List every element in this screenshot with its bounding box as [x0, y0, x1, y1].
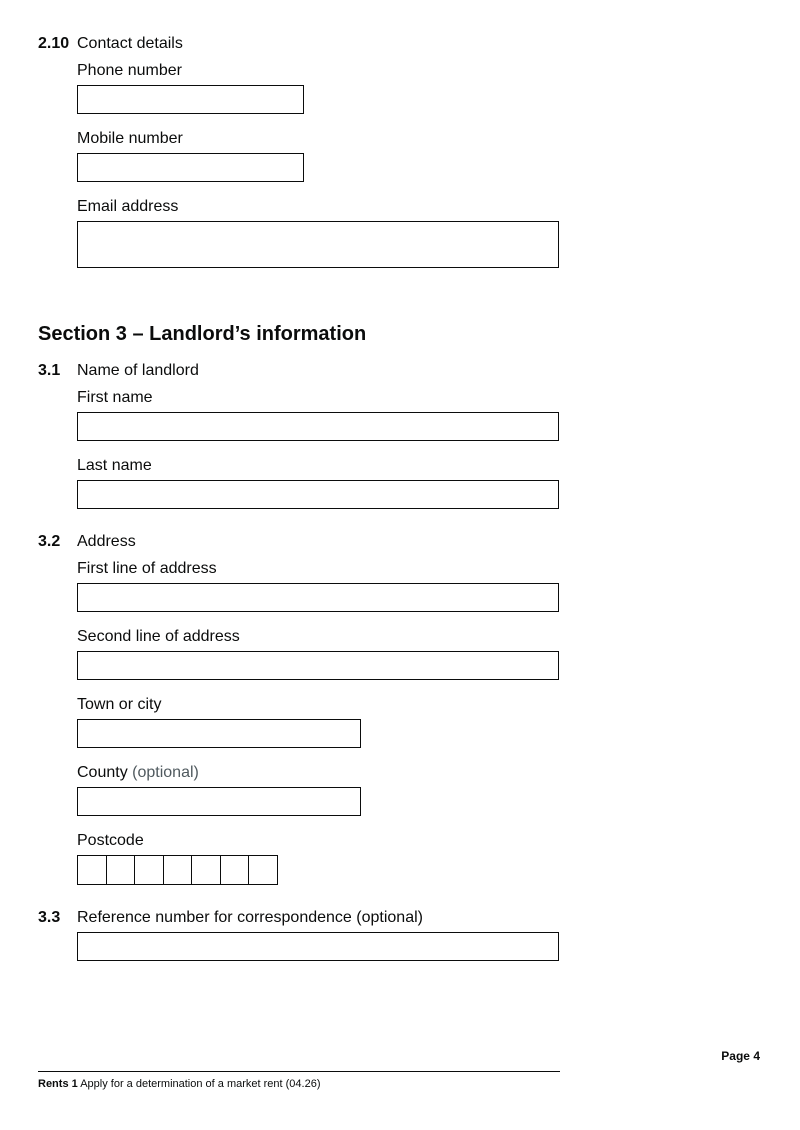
email-address-input[interactable]	[77, 221, 559, 268]
question-number: 3.2	[38, 533, 61, 550]
question-title: Address	[77, 533, 136, 550]
address-line1-label: First line of address	[77, 560, 217, 577]
county-input[interactable]	[77, 787, 361, 816]
mobile-number-label: Mobile number	[77, 130, 183, 147]
footer	[38, 1071, 560, 1091]
postcode-cell[interactable]	[134, 855, 164, 885]
postcode-boxes[interactable]	[77, 855, 560, 885]
question-number: 3.1	[38, 362, 61, 379]
phone-number-label: Phone number	[77, 62, 182, 79]
town-or-city-input[interactable]	[77, 719, 361, 748]
address-line1-input[interactable]	[77, 583, 559, 612]
mobile-number-input[interactable]	[77, 153, 304, 182]
last-name-label: Last name	[77, 457, 152, 474]
question-number: 2.10	[38, 35, 70, 52]
town-or-city-field-group	[77, 695, 560, 748]
section-3-heading: Section 3 – Landlord’s information	[38, 323, 367, 345]
address-line1-field-group	[77, 559, 560, 612]
last-name-field-group	[77, 456, 560, 509]
email-address-field-group	[77, 197, 560, 268]
county-label	[77, 763, 560, 782]
first-name-label: First name	[77, 389, 153, 406]
postcode-cell[interactable]	[77, 855, 107, 885]
county-field-group	[77, 763, 560, 816]
footer-form-title: Apply for a determination of a market rent (04.26)	[77, 1078, 321, 1090]
postcode-field-group	[77, 831, 560, 885]
reference-number-input[interactable]	[77, 932, 559, 961]
page-number: Page 4	[721, 1049, 760, 1063]
form-page-content	[38, 34, 560, 984]
county-label-text: County	[77, 764, 128, 781]
postcode-label: Postcode	[77, 832, 144, 849]
postcode-cell[interactable]	[106, 855, 136, 885]
question-number: 3.3	[38, 909, 61, 926]
address-line2-label: Second line of address	[77, 628, 240, 645]
question-title: Reference number for correspondence (optional)	[77, 909, 423, 926]
postcode-cell[interactable]	[163, 855, 193, 885]
question-3-2	[38, 532, 560, 885]
reference-number-field-group	[77, 932, 560, 961]
postcode-cell[interactable]	[248, 855, 278, 885]
last-name-input[interactable]	[77, 480, 559, 509]
phone-number-input[interactable]	[77, 85, 304, 114]
footer-form-id: Rents 1	[38, 1078, 78, 1090]
email-address-label: Email address	[77, 198, 179, 215]
address-line2-input[interactable]	[77, 651, 559, 680]
town-or-city-label: Town or city	[77, 696, 162, 713]
first-name-field-group	[77, 388, 560, 441]
question-3-3	[38, 908, 560, 961]
postcode-cell[interactable]	[220, 855, 250, 885]
address-line2-field-group	[77, 627, 560, 680]
postcode-cell[interactable]	[191, 855, 221, 885]
question-2-10	[38, 34, 560, 268]
question-3-1	[38, 361, 560, 509]
county-optional-hint: (optional)	[132, 764, 199, 781]
question-title: Name of landlord	[77, 362, 199, 379]
first-name-input[interactable]	[77, 412, 559, 441]
question-title: Contact details	[77, 35, 183, 52]
mobile-number-field-group	[77, 129, 560, 182]
phone-number-field-group	[77, 61, 560, 114]
